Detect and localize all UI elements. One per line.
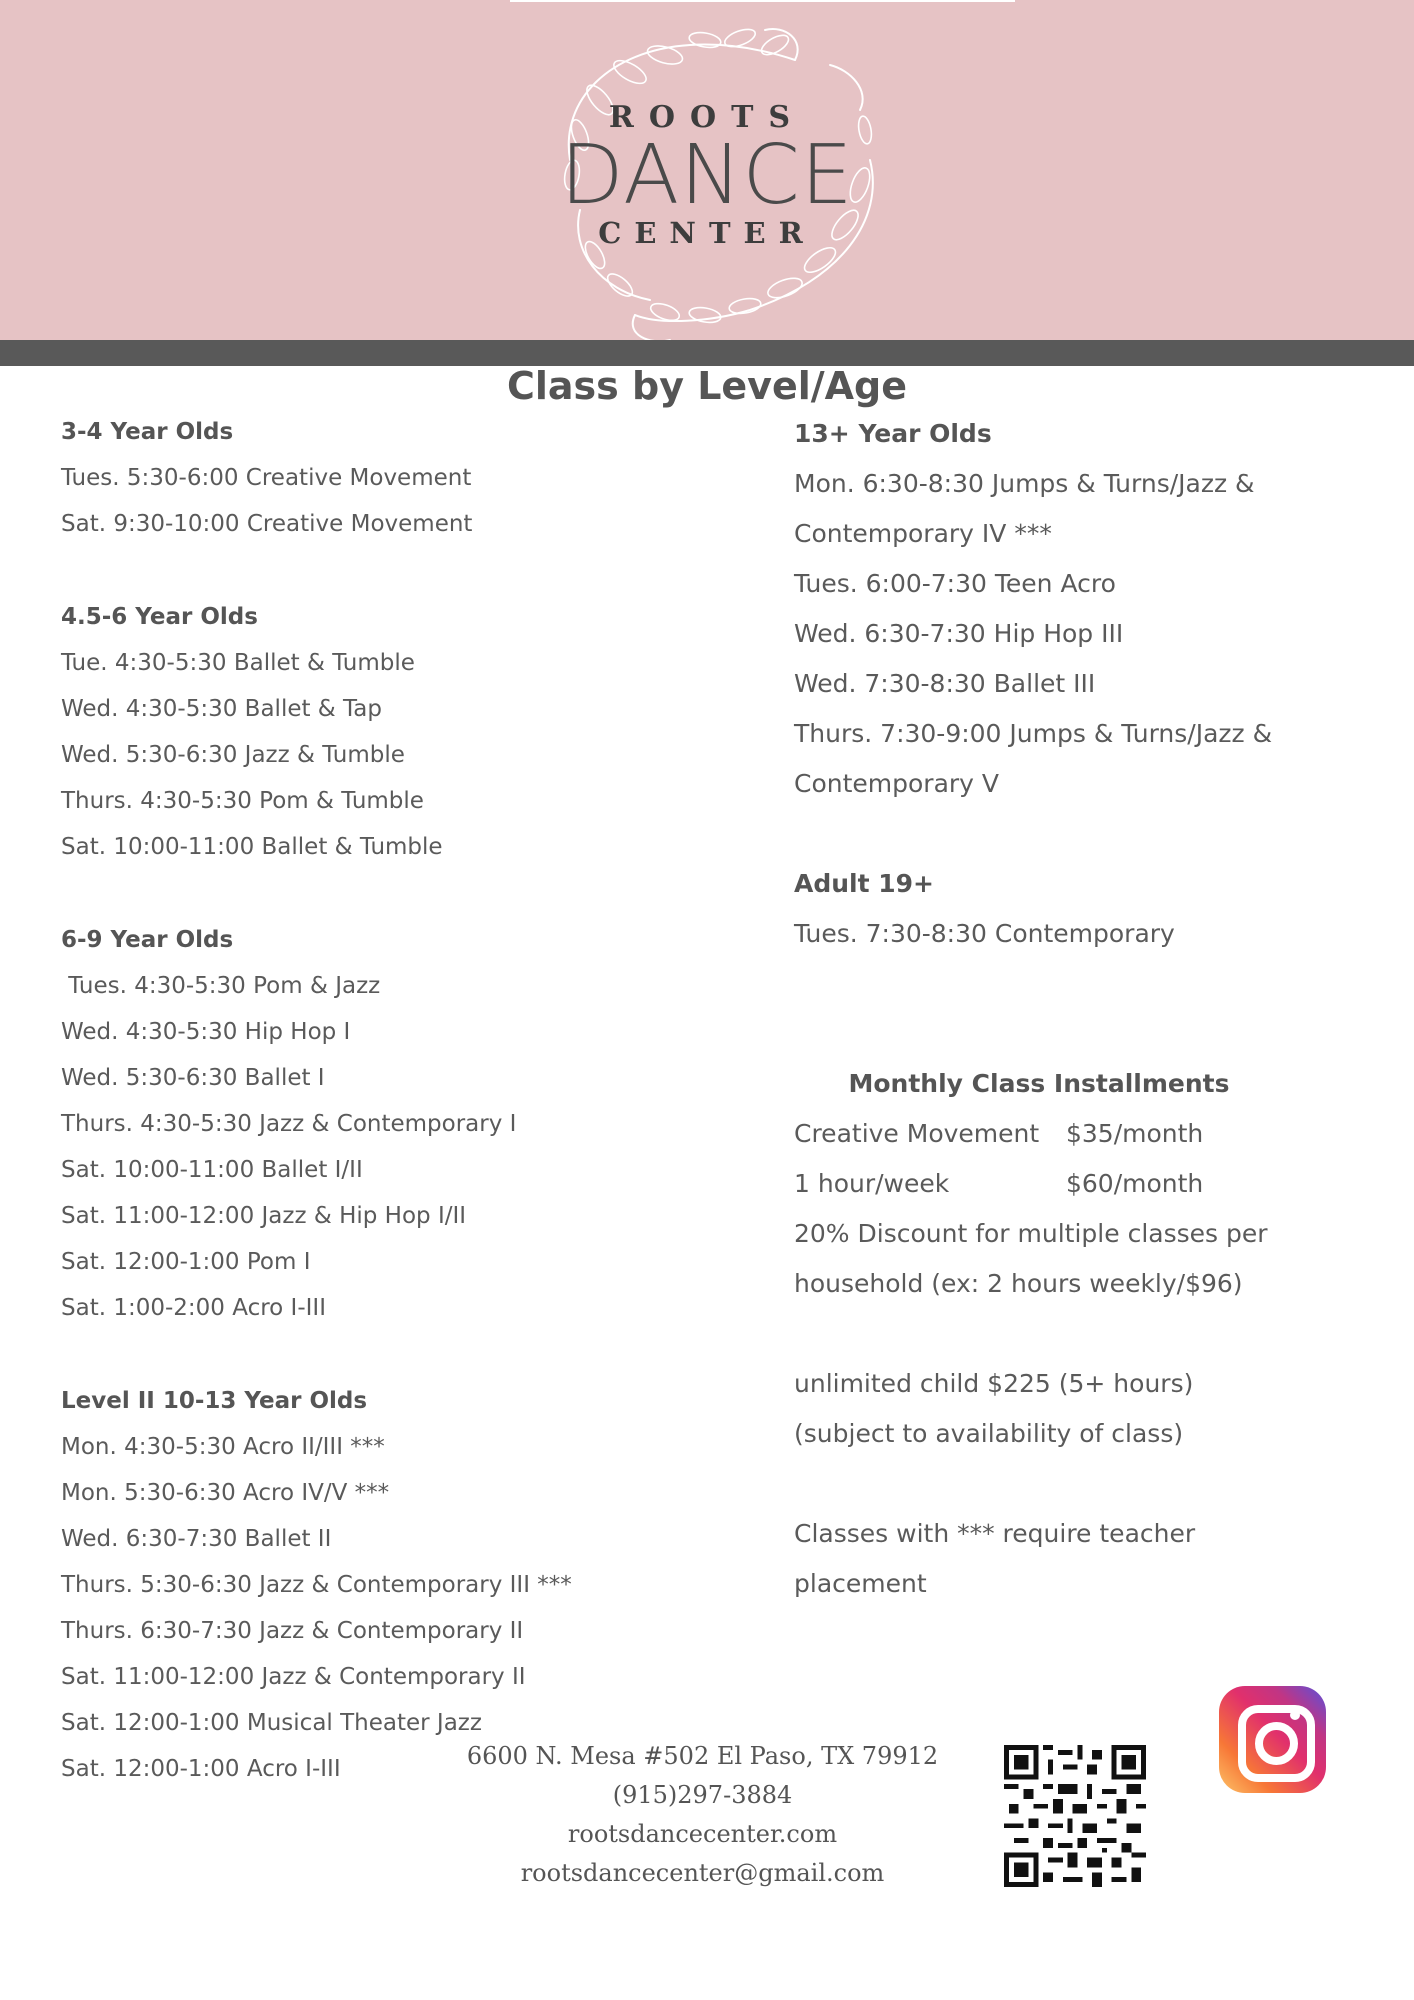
class-item: Tue. 4:30-5:30 Ballet & Tumble (61, 650, 415, 676)
price-row (794, 1159, 1354, 1209)
section-6-9-year-olds (61, 917, 761, 1331)
pricing-section (794, 1059, 1354, 1609)
class-item: Mon. 4:30-5:30 Acro II/III *** (61, 1434, 385, 1460)
class-item: Wed. 4:30-5:30 Hip Hop I (61, 1019, 351, 1045)
section-13-plus-year-olds (794, 409, 1354, 809)
class-item: Tues. 6:00-7:30 Teen Acro (794, 569, 1116, 598)
header-top-line (510, 0, 1015, 2)
section-level-ii-10-13-year-olds (61, 1378, 761, 1792)
discount-line: 20% Discount for multiple classes per (794, 1219, 1268, 1248)
price-label: Creative Movement (794, 1119, 1040, 1148)
class-item: Sat. 12:00-1:00 Acro I-III (61, 1756, 341, 1782)
class-item: Sat. 12:00-1:00 Pom I (61, 1249, 311, 1275)
email-link[interactable]: rootsdancecenter@gmail.com (520, 1859, 885, 1887)
class-item: Sat. 9:30-10:00 Creative Movement (61, 511, 473, 537)
class-item: Contemporary V (794, 769, 1000, 798)
placement-note: Classes with *** require teacher (794, 1519, 1196, 1548)
brand-dance: DANCE (560, 128, 854, 223)
brand-roots: ROOTS (608, 100, 806, 135)
divider-band (0, 340, 1414, 366)
class-item: Sat. 11:00-12:00 Jazz & Contemporary II (61, 1664, 526, 1690)
section-heading: 3-4 Year Olds (61, 419, 234, 445)
class-item: Sat. 1:00-2:00 Acro I-III (61, 1295, 326, 1321)
class-item: Thurs. 7:30-9:00 Jumps & Turns/Jazz & (794, 719, 1273, 748)
schedule-right-column (794, 409, 1354, 1609)
schedule-left-column (61, 409, 761, 1792)
class-item: Contemporary IV *** (794, 519, 1052, 548)
section-heading: 6-9 Year Olds (61, 927, 234, 953)
section-adult-19-plus (794, 859, 1354, 959)
pricing-heading: Monthly Class Installments (848, 1069, 1230, 1098)
instagram-icon[interactable] (1219, 1686, 1326, 1793)
class-item: Wed. 5:30-6:30 Ballet I (61, 1065, 325, 1091)
class-item: Sat. 12:00-1:00 Musical Theater Jazz (61, 1710, 482, 1736)
class-item: Wed. 5:30-6:30 Jazz & Tumble (61, 742, 405, 768)
class-item: Thurs. 5:30-6:30 Jazz & Contemporary III *** (61, 1572, 572, 1598)
class-item: Sat. 11:00-12:00 Jazz & Hip Hop I/II (61, 1203, 467, 1229)
class-item: Wed. 4:30-5:30 Ballet & Tap (61, 696, 382, 722)
class-item: Mon. 5:30-6:30 Acro IV/V *** (61, 1480, 390, 1506)
unlimited-line: (subject to availability of class) (794, 1419, 1184, 1448)
price-value: $35/month (1066, 1119, 1204, 1148)
price-label: 1 hour/week (794, 1169, 950, 1198)
section-heading: Adult 19+ (794, 869, 935, 898)
class-item: Tues. 4:30-5:30 Pom & Jazz (61, 973, 381, 999)
class-item: Wed. 6:30-7:30 Hip Hop III (794, 619, 1124, 648)
address: 6600 N. Mesa #502 El Paso, TX 79912 (466, 1742, 939, 1770)
class-item: Tues. 7:30-8:30 Contemporary (794, 919, 1175, 948)
class-item: Wed. 7:30-8:30 Ballet III (794, 669, 1096, 698)
placement-note: placement (794, 1569, 927, 1598)
section-4-5-6-year-olds (61, 594, 761, 870)
contact-block (430, 1737, 975, 1893)
instagram-lens (1255, 1722, 1298, 1765)
page-title: Class by Level/Age (506, 364, 908, 408)
class-item: Thurs. 6:30-7:30 Jazz & Contemporary II (61, 1618, 524, 1644)
instagram-dot (1290, 1710, 1300, 1720)
qr-code-icon[interactable] (1004, 1745, 1146, 1887)
section-heading: Level II 10-13 Year Olds (61, 1388, 368, 1414)
unlimited-line: unlimited child $225 (5+ hours) (794, 1369, 1194, 1398)
price-value: $60/month (1066, 1169, 1204, 1198)
website-link[interactable]: rootsdancecenter.com (567, 1820, 838, 1848)
section-heading: 4.5-6 Year Olds (61, 604, 258, 630)
discount-line: household (ex: 2 hours weekly/$96) (794, 1269, 1243, 1298)
section-3-4-year-olds (61, 409, 761, 547)
class-item: Sat. 10:00-11:00 Ballet & Tumble (61, 834, 443, 860)
class-item: Thurs. 4:30-5:30 Jazz & Contemporary I (61, 1111, 517, 1137)
phone: (915)297-3884 (612, 1781, 793, 1809)
section-heading: 13+ Year Olds (794, 419, 992, 448)
brand-center: CENTER (598, 216, 816, 250)
price-row (794, 1109, 1354, 1159)
class-item: Tues. 5:30-6:00 Creative Movement (61, 465, 472, 491)
class-item: Sat. 10:00-11:00 Ballet I/II (61, 1157, 363, 1183)
class-item: Mon. 6:30-8:30 Jumps & Turns/Jazz & (794, 469, 1255, 498)
class-item: Wed. 6:30-7:30 Ballet II (61, 1526, 332, 1552)
class-item: Thurs. 4:30-5:30 Pom & Tumble (61, 788, 424, 814)
